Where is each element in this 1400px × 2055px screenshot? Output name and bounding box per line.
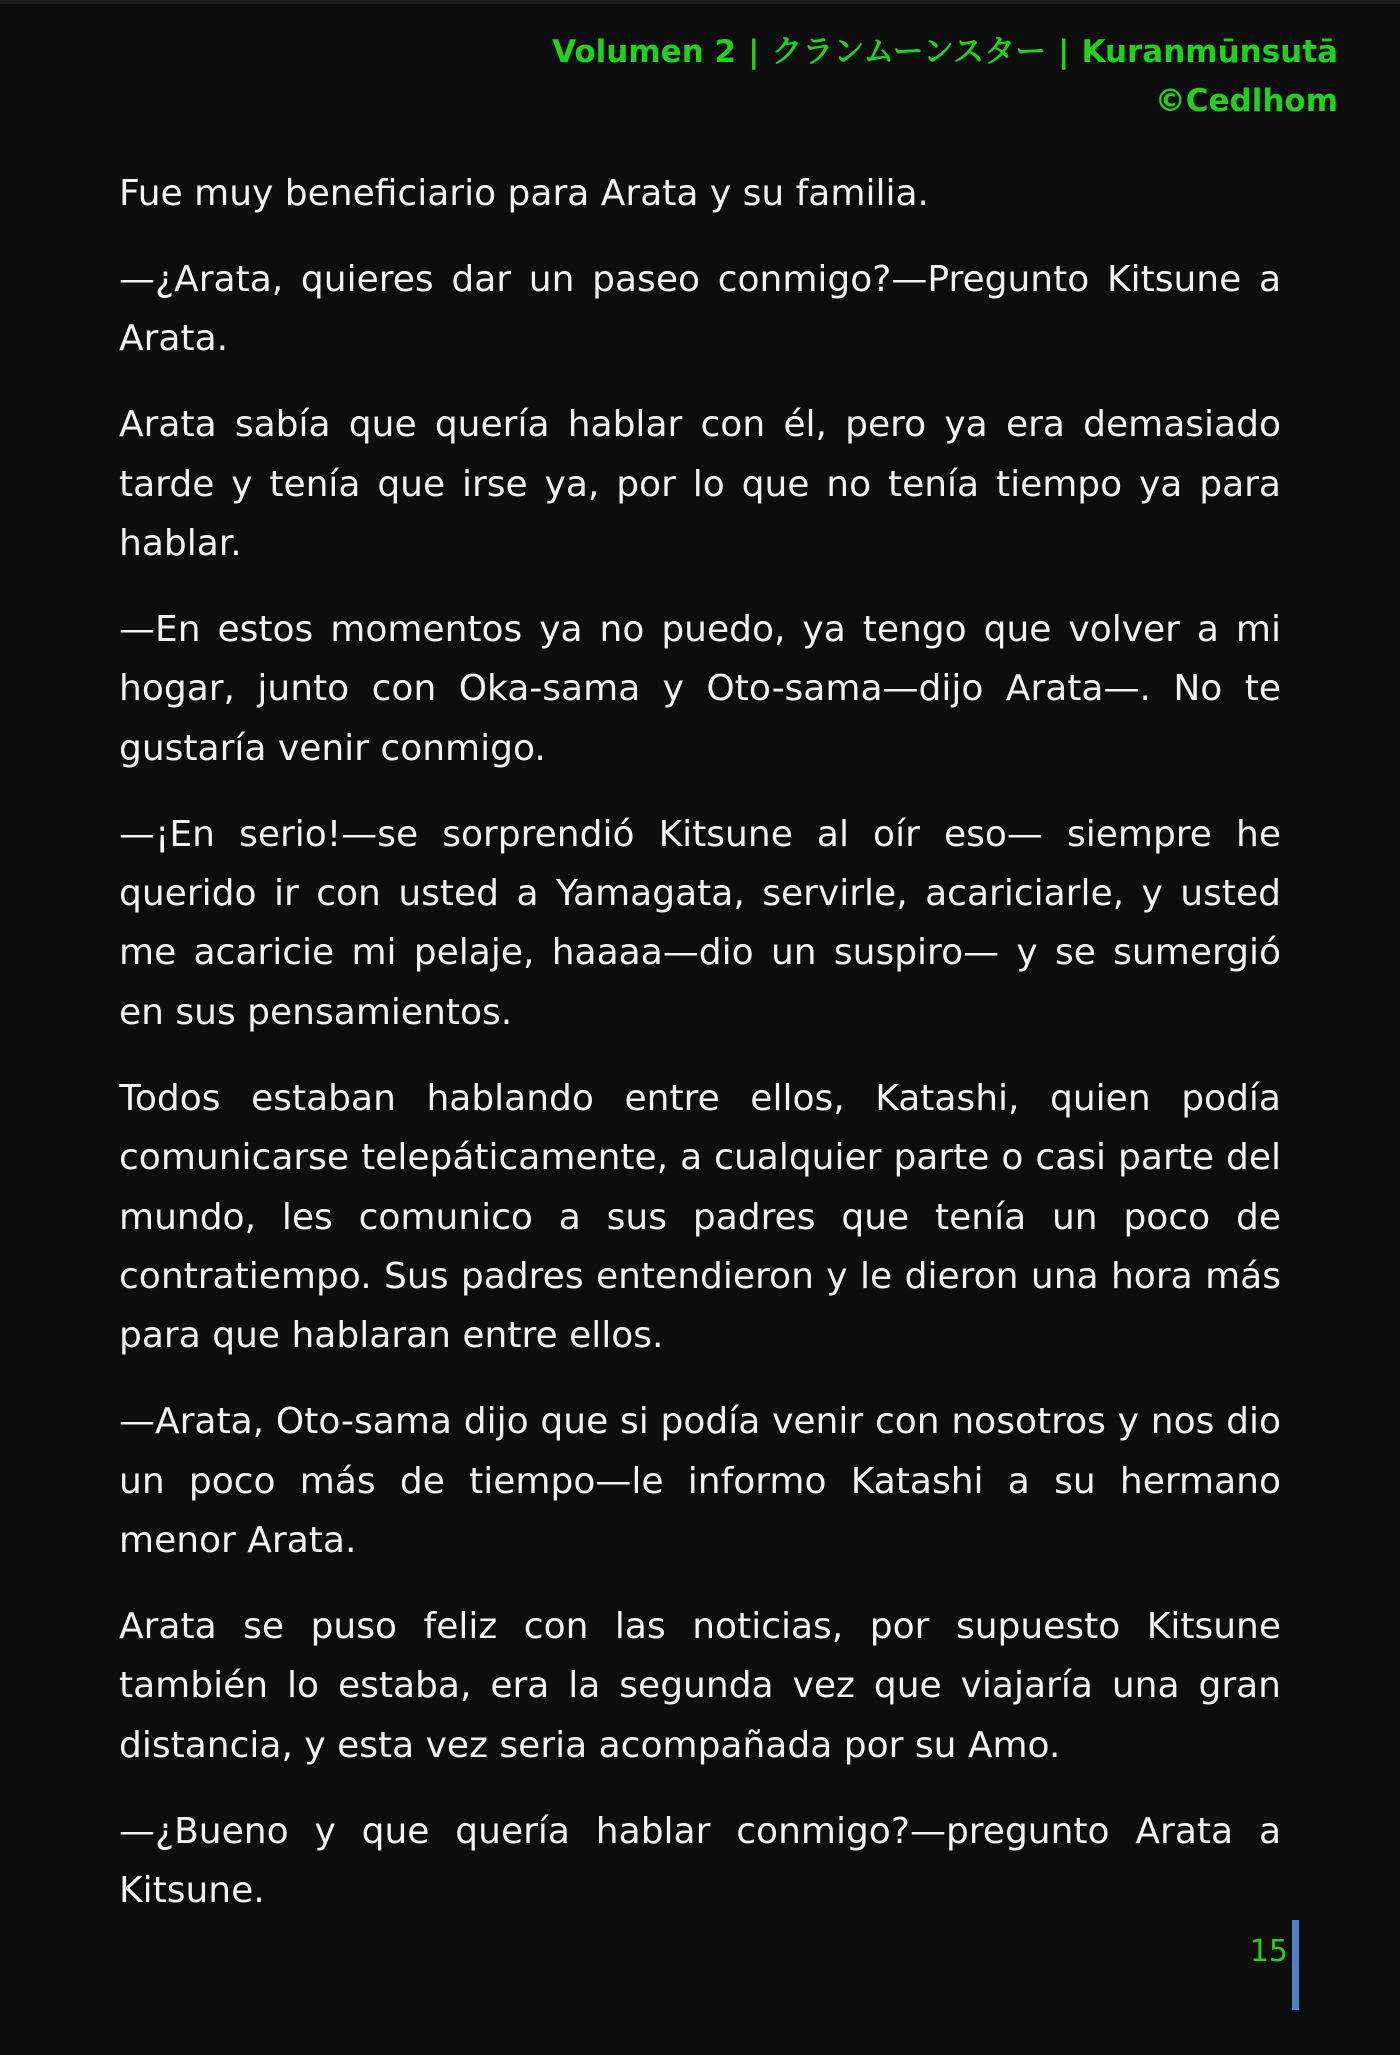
paragraph: Todos estaban hablando entre ellos, Katashi, quien podía comunicarse telepáticamente, a cualquier parte o casi parte del mundo, les comunico a sus padres que tenía un poco de contratiempo. Sus padres entendieron y le dieron una hora más para que hablaran entre ellos.: [119, 1077, 1281, 1357]
body-text: [119, 164, 1281, 1947]
paragraph: Fue muy beneficiario para Arata y su familia.: [119, 173, 929, 214]
header-separator: |: [1058, 34, 1070, 70]
paragraph: —¿Arata, quieres dar un paseo conmigo?—Pregunto Kitsune a Arata.: [119, 258, 1281, 360]
header-japanese-title: クランムーンスター: [771, 34, 1047, 70]
running-header: [552, 28, 1338, 126]
page-number-rule: [1292, 1920, 1299, 2010]
paragraph: —Arata, Oto-sama dijo que si podía venir con nosotros y nos dio un poco más de tiempo—le informo Katashi a su hermano menor Arata.: [119, 1401, 1281, 1562]
header-line-title: [552, 28, 1338, 77]
top-edge: [0, 0, 1400, 4]
header-romanized-title: Kuranmūnsutā: [1081, 34, 1338, 70]
paragraph: —¿Bueno y que quería hablar conmigo?—pregunto Arata a Kitsune.: [119, 1810, 1281, 1912]
header-separator: |: [748, 34, 760, 70]
paragraph: —¡En serio!—se sorprendió Kitsune al oír eso— siempre he querido ir con usted a Yamagata, servirle, acariciarle, y usted me acaricie mi pelaje, haaaa—dio un suspiro— y se sumergió en sus pensamientos.: [119, 813, 1281, 1033]
paragraph: Arata sabía que quería hablar con él, pero ya era demasiado tarde y tenía que irse ya, por lo que no tenía tiempo ya para hablar.: [119, 404, 1281, 565]
header-copyright: ©Cedlhom: [1154, 83, 1338, 119]
page-number: 15: [1249, 1934, 1288, 1969]
paragraph: Arata se puso feliz con las noticias, por supuesto Kitsune también lo estaba, era la segunda vez que viajaría una gran distancia, y esta vez seria acompañada por su Amo.: [119, 1606, 1281, 1766]
header-volume: Volumen 2: [552, 34, 737, 70]
paragraph: —En estos momentos ya no puedo, ya tengo que volver a mi hogar, junto con Oka-sama y Oto-sama—dijo Arata—. No te gustaría venir conmigo.: [119, 608, 1281, 769]
